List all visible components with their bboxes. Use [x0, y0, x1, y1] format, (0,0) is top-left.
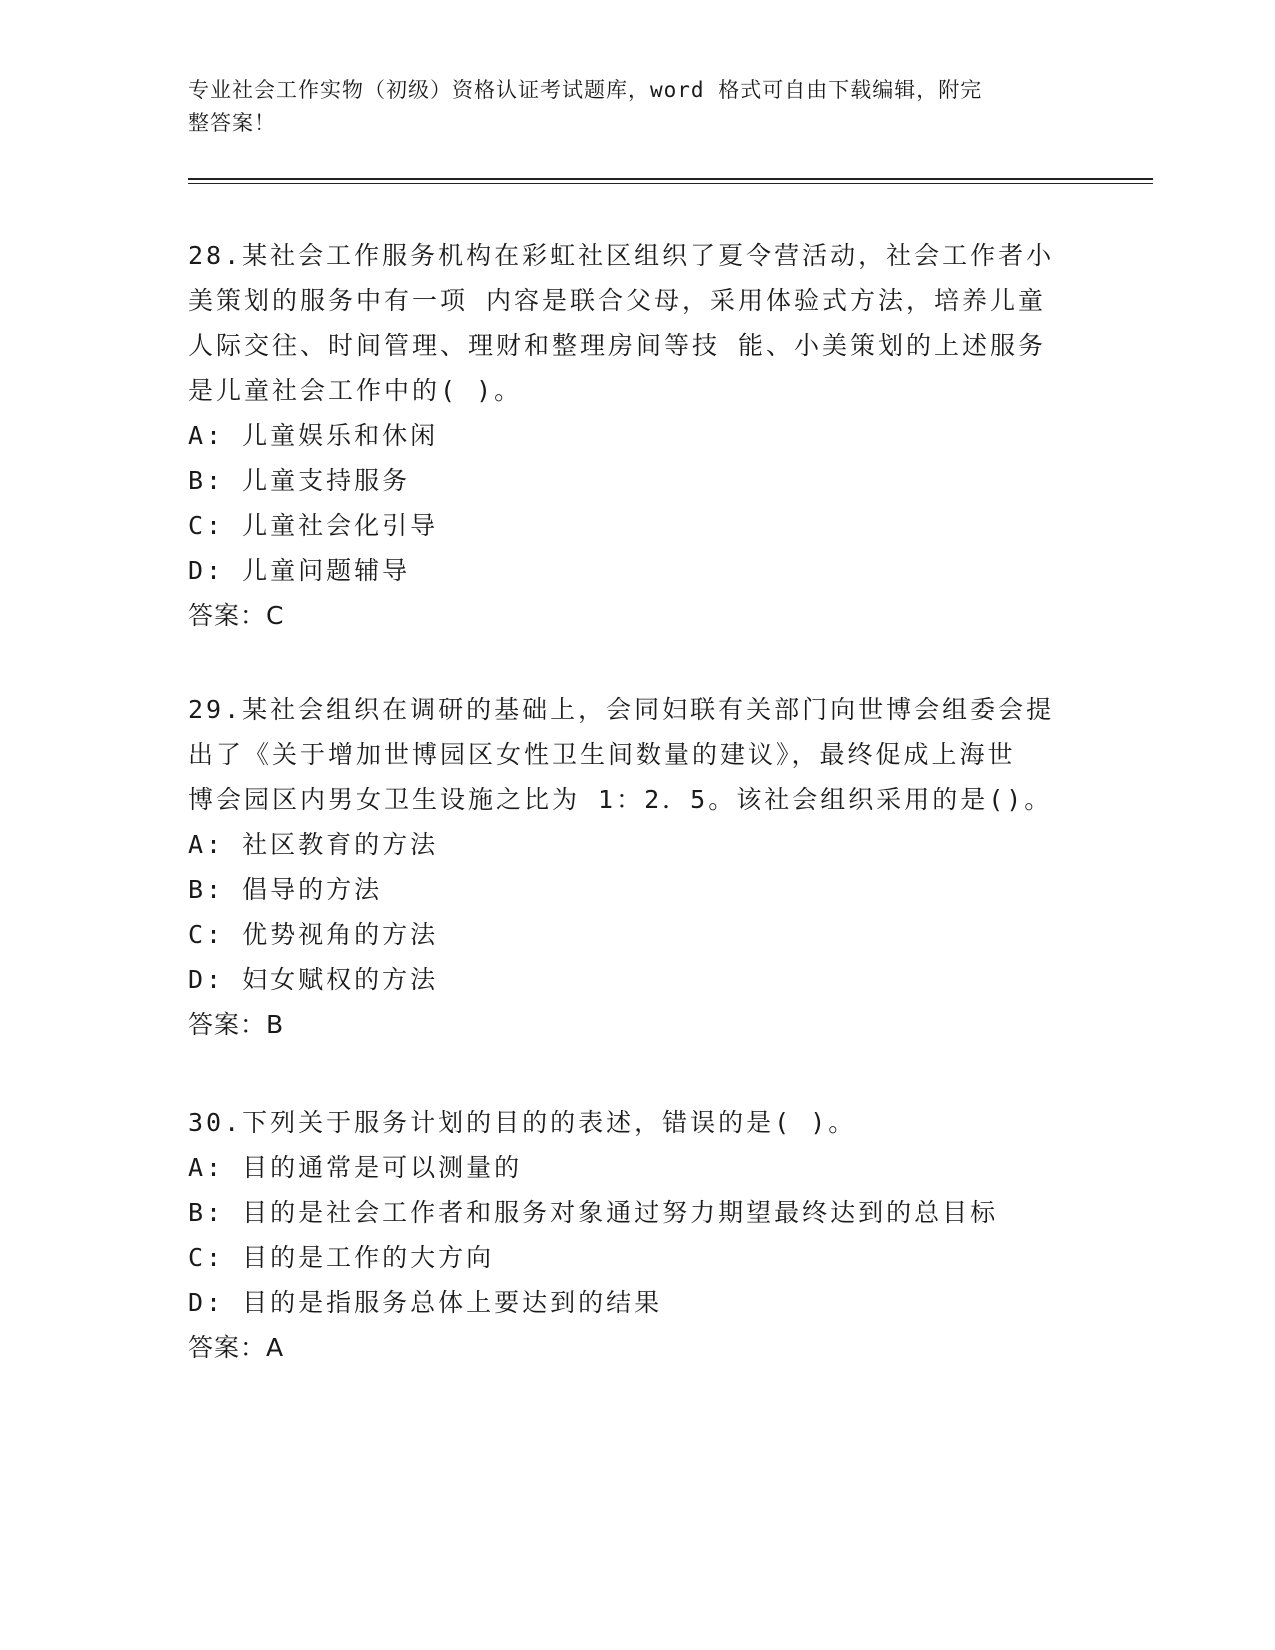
option-d: D: 目的是指服务总体上要达到的结果: [188, 1288, 663, 1317]
question-stem-line: 出了《关于增加世博园区女性卫生间数量的建议》，最终促成上海世: [188, 740, 1016, 769]
question-stem-line: 28.某社会工作服务机构在彩虹社区组织了夏令营活动，社会工作者小: [188, 241, 1055, 270]
option-c: C: 目的是工作的大方向: [188, 1243, 495, 1272]
question-stem-line: 30.下列关于服务计划的目的的表述，错误的是( )。: [188, 1108, 857, 1137]
option-b: B: 目的是社会工作者和服务对象通过努力期望最终达到的总目标: [188, 1198, 999, 1227]
option-d: D: 妇女赋权的方法: [188, 965, 439, 994]
document-header: [188, 74, 1078, 140]
option-d: D: 儿童问题辅导: [188, 556, 411, 585]
header-line: 整答案！: [188, 111, 276, 135]
answer-line: 答案：C: [188, 601, 285, 630]
option-a: A: 目的通常是可以测量的: [188, 1153, 523, 1182]
question-stem-line: 29.某社会组织在调研的基础上，会同妇联有关部门向世博会组委会提: [188, 695, 1055, 724]
answer-line: 答案：A: [188, 1333, 285, 1362]
header-divider: [188, 178, 1153, 180]
option-b: B: 儿童支持服务: [188, 466, 411, 495]
question-28: [188, 233, 1088, 638]
header-line: 专业社会工作实物（初级）资格认证考试题库，word 格式可自由下载编辑，附完: [188, 78, 983, 102]
option-c: C: 优势视角的方法: [188, 920, 439, 949]
answer-line: 答案：B: [188, 1010, 285, 1039]
option-c: C: 儿童社会化引导: [188, 511, 439, 540]
option-b: B: 倡导的方法: [188, 875, 383, 904]
option-a: A: 儿童娱乐和休闲: [188, 421, 439, 450]
question-stem-line: 美策划的服务中有一项 内容是联合父母，采用体验式方法，培养儿童: [188, 286, 1047, 315]
option-a: A: 社区教育的方法: [188, 830, 439, 859]
question-30: [188, 1100, 1088, 1370]
question-29: [188, 687, 1088, 1047]
question-stem-line: 是儿童社会工作中的( )。: [188, 376, 523, 405]
question-stem-line: 人际交往、时间管理、理财和整理房间等技 能、小美策划的上述服务: [188, 331, 1047, 360]
question-stem-line: 博会园区内男女卫生设施之比为 1：2．5。该社会组织采用的是()。: [188, 785, 1053, 814]
header-divider: [188, 183, 1153, 184]
